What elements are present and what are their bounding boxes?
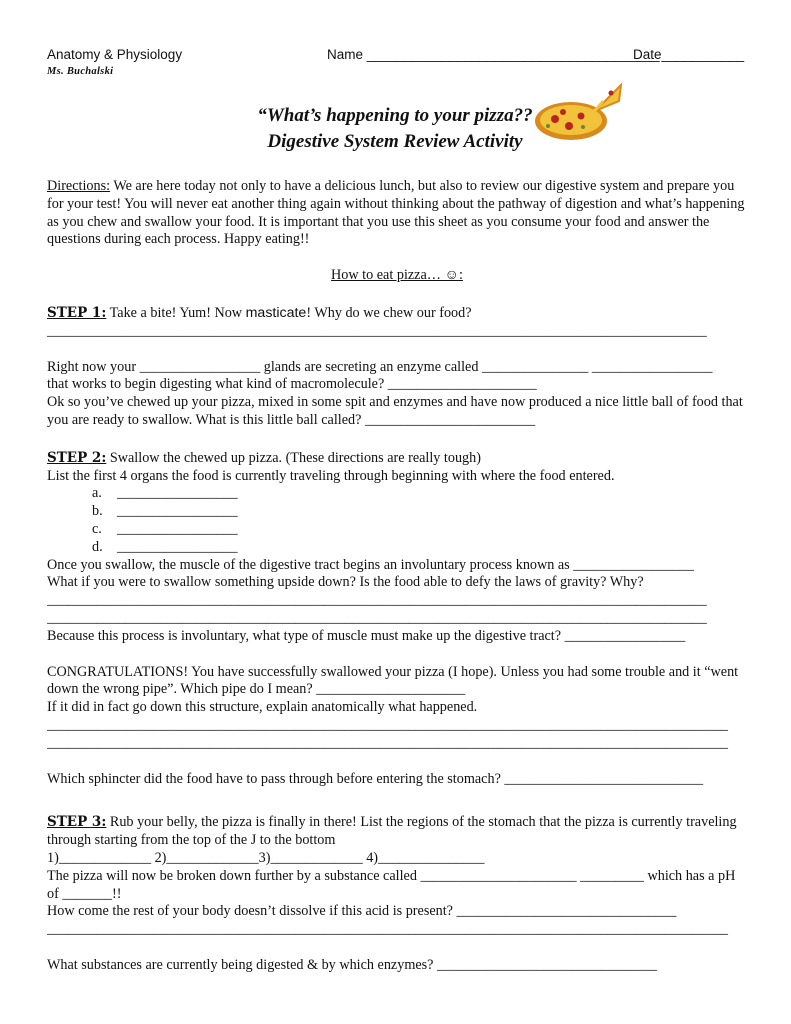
date-field: Date___________ — [633, 47, 745, 62]
step1-label: STEP 1: — [47, 304, 107, 321]
worksheet-body — [47, 178, 747, 975]
step2-question-gravity: What if you were to swallow something upside down? Is the food able to defy the laws of gravity? Why? — [47, 574, 644, 591]
step2-answer-line-a[interactable]: _____________________________________________________________________________________________ — [47, 592, 707, 609]
step1-intro: STEP 1: Take a bite! Yum! Now masticate! Why do we chew our food? — [47, 304, 472, 321]
step2-answer-line-c[interactable]: ________________________________________________________________________________________________ — [47, 716, 728, 733]
step2-question-explain: If it did in fact go down this structure, explain anatomically what happened. — [47, 699, 478, 716]
step2-list-prompt: List the first 4 organs the food is currently traveling through beginning with where the food entered. — [47, 467, 615, 484]
course-title: Anatomy & Physiology — [47, 47, 183, 62]
header — [47, 47, 747, 67]
teacher-name: Ms. Buchalski — [47, 66, 114, 77]
step2-intro: STEP 2: Swallow the chewed up pizza. (These directions are really tough) — [47, 449, 481, 466]
step3-label: STEP 3: — [47, 814, 107, 831]
name-field: Name _______________________________________ — [327, 47, 660, 62]
pizza-icon — [533, 81, 623, 143]
step3-answer-line[interactable]: ________________________________________________________________________________________________ — [47, 921, 728, 938]
directions — [47, 178, 747, 249]
step2-label: STEP 2: — [47, 449, 107, 466]
step2-question-muscle[interactable]: Because this process is involuntary, what type of muscle must make up the digestive tract? _________________ — [47, 627, 686, 644]
step2-answer-line-d[interactable]: ________________________________________________________________________________________________ — [47, 734, 728, 751]
step3-intro: STEP 3: Rub your belly, the pizza is finally in there! List the regions of the stomach that the pizza is currently traveling through starting from the top of the J to the bottom — [47, 814, 737, 849]
step2-congrats[interactable]: CONGRATULATIONS! You have successfully swallowed your pizza (I hope). Unless you had some trouble and it “went down the wrong pipe”. Which pipe do I mean? _____________________ — [47, 663, 739, 698]
list-item[interactable]: c. _________________ — [92, 520, 238, 537]
step3-regions[interactable]: 1)_____________ 2)_____________3)_____________ 4)_______________ — [47, 849, 485, 866]
how-to-heading: How to eat pizza… ☺: — [331, 267, 463, 284]
step1-question-macromolecule[interactable]: that works to begin digesting what kind of macromolecule? _____________________ — [47, 376, 537, 393]
step3-question-acid[interactable]: The pizza will now be broken down further by a substance called ______________________ _________ which has a pH of _______!! — [47, 867, 736, 902]
step2-question-sphincter[interactable]: Which sphincter did the food have to pass through before entering the stomach? ____________________________ — [47, 770, 704, 787]
directions-text: We are here today not only to have a delicious lunch, but also to review our digestive system and prepare you for your test! You will never eat another thing again without thinking about the pathway of digestion and what’s happening as you chew and swallow your food. It is important that you use this sheet as you consume your food and answer the questions during each process. Happy eating!! — [47, 178, 745, 248]
step1-question-bolus[interactable]: Ok so you’ve chewed up your pizza, mixed in some spit and enzymes and have now produced a nice little ball of food that you are ready to swallow. What is this little ball called? ________________________ — [47, 394, 743, 428]
step1-question-glands[interactable]: Right now your _________________ glands are secreting an enzyme called _______________ _________________ — [47, 358, 713, 375]
step2-question-peristalsis[interactable]: Once you swallow, the muscle of the digestive tract begins an involuntary process known as _________________ — [47, 556, 694, 573]
title-line-2: Digestive System Review Activity — [267, 131, 523, 152]
step3-question-dissolve[interactable]: How come the rest of your body doesn’t dissolve if this acid is present? _______________________________ — [47, 903, 677, 920]
step3-question-substances[interactable]: What substances are currently being digested & by which enzymes? _______________________________ — [47, 956, 657, 973]
step2-answer-line-b[interactable]: _____________________________________________________________________________________________ — [47, 609, 707, 626]
list-item[interactable]: d. _________________ — [92, 538, 238, 555]
directions-label: Directions: — [47, 178, 111, 194]
list-item[interactable]: b. _________________ — [92, 503, 238, 520]
organ-list — [47, 485, 747, 556]
title-line-1: “What’s happening to your pizza?? — [257, 105, 533, 126]
list-item[interactable]: a. _________________ — [92, 485, 238, 502]
step1-answer-line[interactable]: _____________________________________________________________________________________________ — [47, 322, 707, 339]
